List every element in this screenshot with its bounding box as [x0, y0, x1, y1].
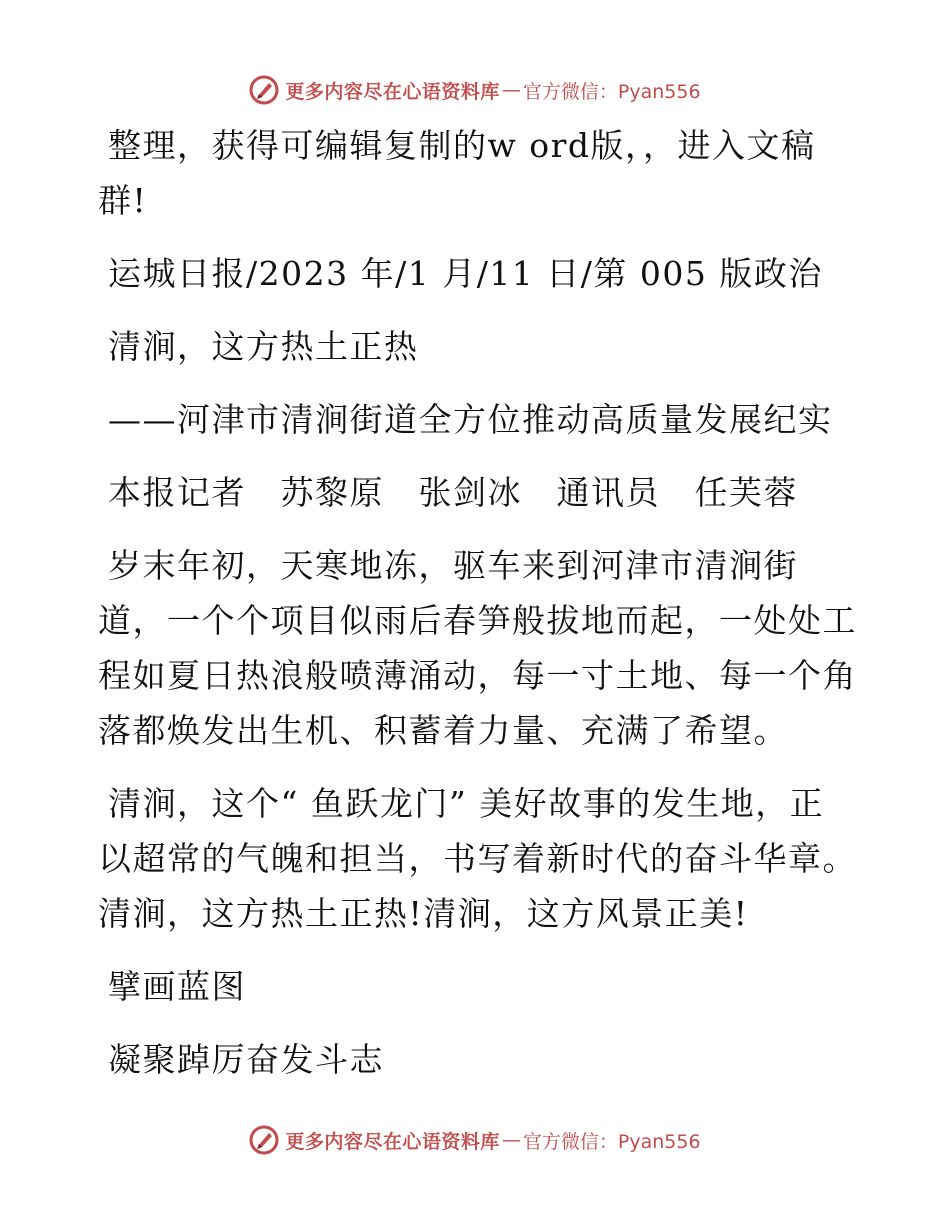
banner-text: 更多内容尽在心语资料库 — [285, 1130, 500, 1153]
quill-pen-logo-icon — [249, 1125, 279, 1155]
banner-separator: — — [501, 79, 521, 101]
body-paragraph: 清涧，这个“ 鱼跃龙门” 美好故事的发生地，正以超常的气魄和担当，书写着新时代的奋斗华章。清涧，这方热土正热!清涧，这方风景正美! — [98, 784, 857, 933]
section-heading: 擘画蓝图 — [108, 967, 246, 1006]
banner-wechat: 官方微信：Pyan556 — [522, 1130, 701, 1153]
quill-pen-logo-icon — [249, 75, 279, 105]
banner-text: 更多内容尽在心语资料库 — [285, 80, 500, 103]
article-subtitle: ——河津市清涧街道全方位推动高质量发展纪实 — [108, 400, 833, 439]
header-banner — [0, 70, 950, 110]
document-body — [98, 118, 858, 1105]
section-heading: 凝聚踔厉奋发斗志 — [108, 1040, 384, 1079]
banner-wechat: 官方微信：Pyan556 — [522, 80, 701, 103]
body-paragraph: 岁末年初，天寒地冻，驱车来到河津市清涧街道，一个个项目似雨后春笋般拔地而起，一处处工程如夏日热浪般喷薄涌动，每一寸土地、每一个角落都焕发出生机、积蓄着力量、充满了希望。 — [98, 546, 857, 750]
source-line: 运城日报/2023 年/1 月/11 日/第 005 版政治 — [108, 254, 823, 293]
footer-banner — [0, 1120, 950, 1160]
banner-separator: — — [501, 1129, 521, 1151]
byline: 本报记者 苏黎原 张剑冰 通讯员 任芙蓉 — [108, 473, 798, 512]
article-title: 清涧，这方热土正热 — [108, 327, 419, 366]
intro-note: 整理，获得可编辑复制的w ord版，，进入文稿群! — [98, 126, 816, 220]
